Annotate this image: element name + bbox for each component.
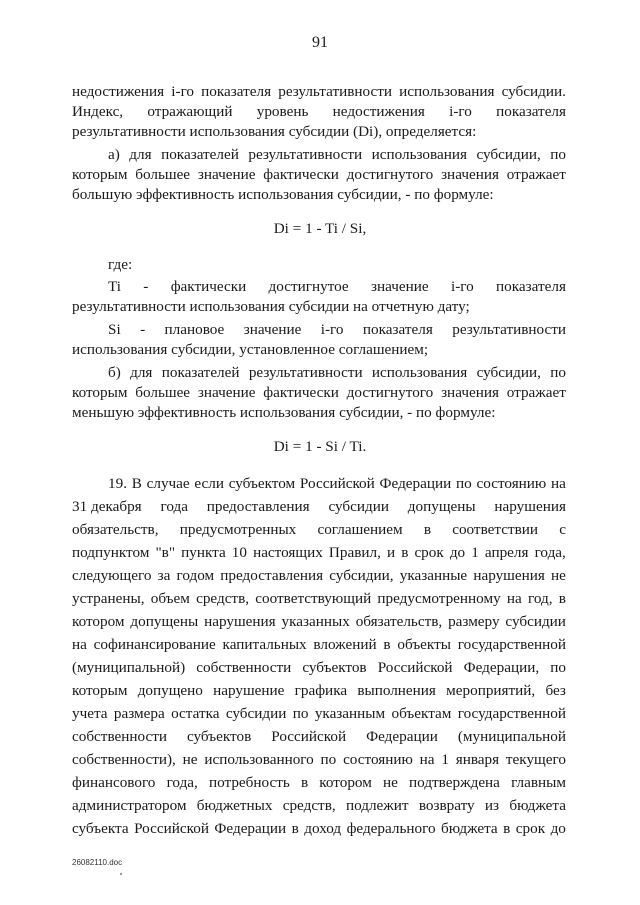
word: в <box>401 544 409 561</box>
word: (муниципальной <box>457 728 566 745</box>
word: использованного <box>204 751 314 768</box>
word: нарушения <box>473 567 545 584</box>
word: Федерации, <box>463 659 540 676</box>
word: не <box>551 567 566 584</box>
formula: Di = 1 - Ti / Si, <box>273 220 367 237</box>
word: субсидии, <box>329 567 394 584</box>
word: года <box>160 498 188 515</box>
word: государственной <box>457 636 566 653</box>
word: значение <box>243 321 302 338</box>
word: 10 <box>231 544 247 561</box>
word: нарушение <box>213 682 285 699</box>
text-line <box>108 320 566 340</box>
word: указанных <box>281 613 350 630</box>
word: допущено <box>137 682 203 699</box>
word: в <box>300 774 309 791</box>
word: уровень <box>256 103 309 120</box>
word: в <box>558 590 566 607</box>
word: по <box>550 364 566 381</box>
word: использования <box>371 364 468 381</box>
word: б) <box>108 364 121 381</box>
word: в <box>503 820 511 837</box>
word: субъекта <box>72 820 129 837</box>
word: соответствующий <box>255 590 372 607</box>
word: показателя <box>496 103 566 120</box>
text-line <box>72 704 566 724</box>
word: апреля <box>484 544 529 561</box>
text-line: где: <box>108 256 133 273</box>
word: года, <box>534 544 566 561</box>
word: финансового <box>72 774 156 791</box>
word: для <box>129 146 152 163</box>
word: для <box>130 364 153 381</box>
text-line <box>72 681 566 701</box>
word: остатка <box>171 705 220 722</box>
word: субъектов <box>187 728 252 745</box>
word: потребность <box>209 774 290 791</box>
text-line: результативности использования субсидии (Di), определяется: <box>72 123 477 140</box>
word: на <box>419 751 435 768</box>
word: на <box>551 475 566 492</box>
word: по <box>320 751 337 768</box>
word: возврату <box>418 797 475 814</box>
word: бюджета <box>509 797 566 814</box>
word: за <box>157 567 171 584</box>
word: 19. <box>108 475 127 492</box>
footer-filename: 26082110.doc <box>72 858 123 867</box>
word: результативности <box>278 83 392 100</box>
text-line <box>72 658 566 678</box>
word: 1 <box>471 544 479 561</box>
word: субсидии <box>225 705 287 722</box>
word: 1 <box>441 751 449 768</box>
word: бюджета <box>441 820 498 837</box>
word: нарушения <box>494 498 566 515</box>
word: Российской <box>271 728 347 745</box>
word: достигнутого <box>346 384 434 401</box>
word: плановое <box>164 321 225 338</box>
word: собственности <box>196 659 292 676</box>
word: Правил, <box>328 544 381 561</box>
text-line <box>72 796 566 816</box>
word: состоянию <box>476 475 547 492</box>
word: собственности), <box>72 751 176 768</box>
word: объектам <box>391 705 452 722</box>
word: указанным <box>314 705 386 722</box>
word: на <box>72 636 87 653</box>
word: с <box>559 521 566 538</box>
word: фактически <box>263 166 339 183</box>
word: недостижения <box>72 83 165 100</box>
word: i-го <box>450 278 474 295</box>
word: не <box>383 774 398 791</box>
word: средств, <box>196 590 250 607</box>
word: указанные <box>399 567 468 584</box>
word: допущены <box>130 613 199 630</box>
word: Ti <box>108 278 121 295</box>
word: а) <box>108 146 120 163</box>
text-line <box>72 612 566 632</box>
word: следующего <box>72 567 152 584</box>
word: показателей <box>161 146 239 163</box>
word: государственной <box>457 705 566 722</box>
word: субсидии. <box>501 83 566 100</box>
word: значение <box>197 384 256 401</box>
text-line <box>72 102 566 122</box>
word: настоящих <box>253 544 323 561</box>
word: если <box>194 475 224 492</box>
word: большее <box>135 384 191 401</box>
word: Федерации <box>379 475 452 492</box>
word: показателя <box>496 278 566 295</box>
word: учета <box>72 705 108 722</box>
text-line <box>72 520 566 540</box>
word: размеру <box>448 613 500 630</box>
word: года, <box>166 774 198 791</box>
text-line <box>72 819 566 839</box>
text-line <box>72 635 566 655</box>
word: использования <box>399 83 495 100</box>
text-line: использования субсидии, установленное соглашением; <box>72 341 429 358</box>
word: Российской <box>377 659 453 676</box>
word: текущего <box>505 751 566 768</box>
word: год, <box>527 590 553 607</box>
word: устранены, <box>72 590 145 607</box>
word: Федерации <box>366 728 438 745</box>
word: большее <box>135 166 191 183</box>
word: которым <box>72 166 128 183</box>
text-line <box>72 165 566 185</box>
word: капитальных <box>222 636 307 653</box>
word: предусмотренных <box>179 521 297 538</box>
word: которым <box>72 384 128 401</box>
word: в <box>423 521 431 538</box>
word: показателя <box>362 321 433 338</box>
word: графика <box>294 682 348 699</box>
word: годом <box>176 567 215 584</box>
text-line <box>72 543 566 563</box>
word: значение <box>371 278 429 295</box>
word: федерального <box>346 820 436 837</box>
word: на <box>506 590 522 607</box>
word: предоставления <box>220 567 324 584</box>
word: которым <box>72 682 128 699</box>
word: Российской <box>299 475 375 492</box>
word: размера <box>113 705 165 722</box>
word: бюджетных <box>196 797 273 814</box>
text-line <box>108 145 566 165</box>
word: выполнения <box>357 682 436 699</box>
text-line <box>108 277 566 297</box>
word: Si <box>108 321 121 338</box>
word: подпунктом <box>72 544 150 561</box>
word: (муниципальной) <box>72 659 186 676</box>
word: Индекс, <box>72 103 124 120</box>
formula: Di = 1 - Si / Ti. <box>273 438 367 455</box>
word: в <box>383 636 391 653</box>
word: по <box>550 146 566 163</box>
word: достигнутого <box>346 166 434 183</box>
text-line <box>72 773 566 793</box>
word: средств, <box>282 797 336 814</box>
word: субсидии <box>328 498 389 515</box>
word: состоянию <box>343 751 413 768</box>
text-line <box>72 383 566 403</box>
word: собственности <box>72 728 167 745</box>
word: достигнутое <box>268 278 349 295</box>
text-line: результативности использования субсидии на отчетную дату; <box>72 298 470 315</box>
word: Российской <box>134 820 209 837</box>
word: Федерации <box>214 820 287 837</box>
text-line <box>108 363 566 383</box>
word: не <box>182 751 198 768</box>
word: софинансирование <box>93 636 216 653</box>
word: показателя <box>201 83 272 100</box>
text-line <box>72 750 566 770</box>
word: результативности <box>248 364 363 381</box>
word: вложений <box>313 636 377 653</box>
word: 31 декабря <box>72 498 142 515</box>
word: значения <box>441 166 499 183</box>
word: "в" <box>155 544 176 561</box>
word: фактически <box>170 278 247 295</box>
word: значение <box>197 166 256 183</box>
word: главным <box>511 774 566 791</box>
word: января <box>455 751 500 768</box>
text-line: большую эффективность использования субсидии, - по формуле: <box>72 186 494 203</box>
word: в <box>291 820 299 837</box>
word: допущены <box>407 498 476 515</box>
text-line: меньшую эффективность использования субсидии, - по формуле: <box>72 404 496 421</box>
word: котором <box>72 613 125 630</box>
word: по <box>550 659 566 676</box>
word: результативности <box>452 321 566 338</box>
word: - <box>143 278 149 295</box>
word: по <box>292 705 309 722</box>
word: объем <box>150 590 190 607</box>
word: без <box>545 682 566 699</box>
text-line <box>72 82 566 102</box>
text-line <box>72 566 566 586</box>
word: использования <box>371 146 467 163</box>
word: соответствии <box>452 521 539 538</box>
word: обязательств, <box>72 521 159 538</box>
word: подтверждена <box>409 774 500 791</box>
scan-speck <box>120 873 122 875</box>
word: недостижения <box>332 103 425 120</box>
word: значения <box>441 384 499 401</box>
word: фактически <box>263 384 339 401</box>
text-line <box>108 474 566 494</box>
word: пункта <box>181 544 226 561</box>
page-number: 91 <box>312 34 328 51</box>
word: i-го <box>171 83 195 100</box>
word: показателей <box>161 364 240 381</box>
word: субъектов <box>302 659 367 676</box>
word: результативности <box>248 146 363 163</box>
word: предусмотренному <box>377 590 501 607</box>
word: администратором <box>72 797 187 814</box>
text-line <box>72 727 566 747</box>
text-line <box>72 589 566 609</box>
word: срок <box>515 820 546 837</box>
word: отражает <box>506 166 566 183</box>
word: подлежит <box>345 797 409 814</box>
text-line <box>72 497 566 517</box>
word: субъектом <box>228 475 296 492</box>
word: нарушения <box>204 613 276 630</box>
word: i-го <box>449 103 472 120</box>
word: обязательств, <box>355 613 443 630</box>
word: предоставления <box>206 498 310 515</box>
word: субсидии <box>505 613 566 630</box>
word: отражающий <box>147 103 233 120</box>
word: случае <box>146 475 190 492</box>
word: - <box>140 321 146 338</box>
word: отражает <box>506 384 566 401</box>
word: мероприятий, <box>446 682 536 699</box>
word: доход <box>304 820 342 837</box>
word: по <box>456 475 472 492</box>
word: до <box>550 820 566 837</box>
word: и <box>386 544 396 561</box>
word: объекты <box>397 636 451 653</box>
word: из <box>484 797 500 814</box>
word: котором <box>319 774 372 791</box>
word: срок <box>414 544 444 561</box>
word: до <box>449 544 466 561</box>
word: субсидии, <box>476 364 541 381</box>
word: соглашением <box>317 521 403 538</box>
word: В <box>131 475 142 492</box>
word: i-го <box>320 321 344 338</box>
word: субсидии, <box>476 146 541 163</box>
